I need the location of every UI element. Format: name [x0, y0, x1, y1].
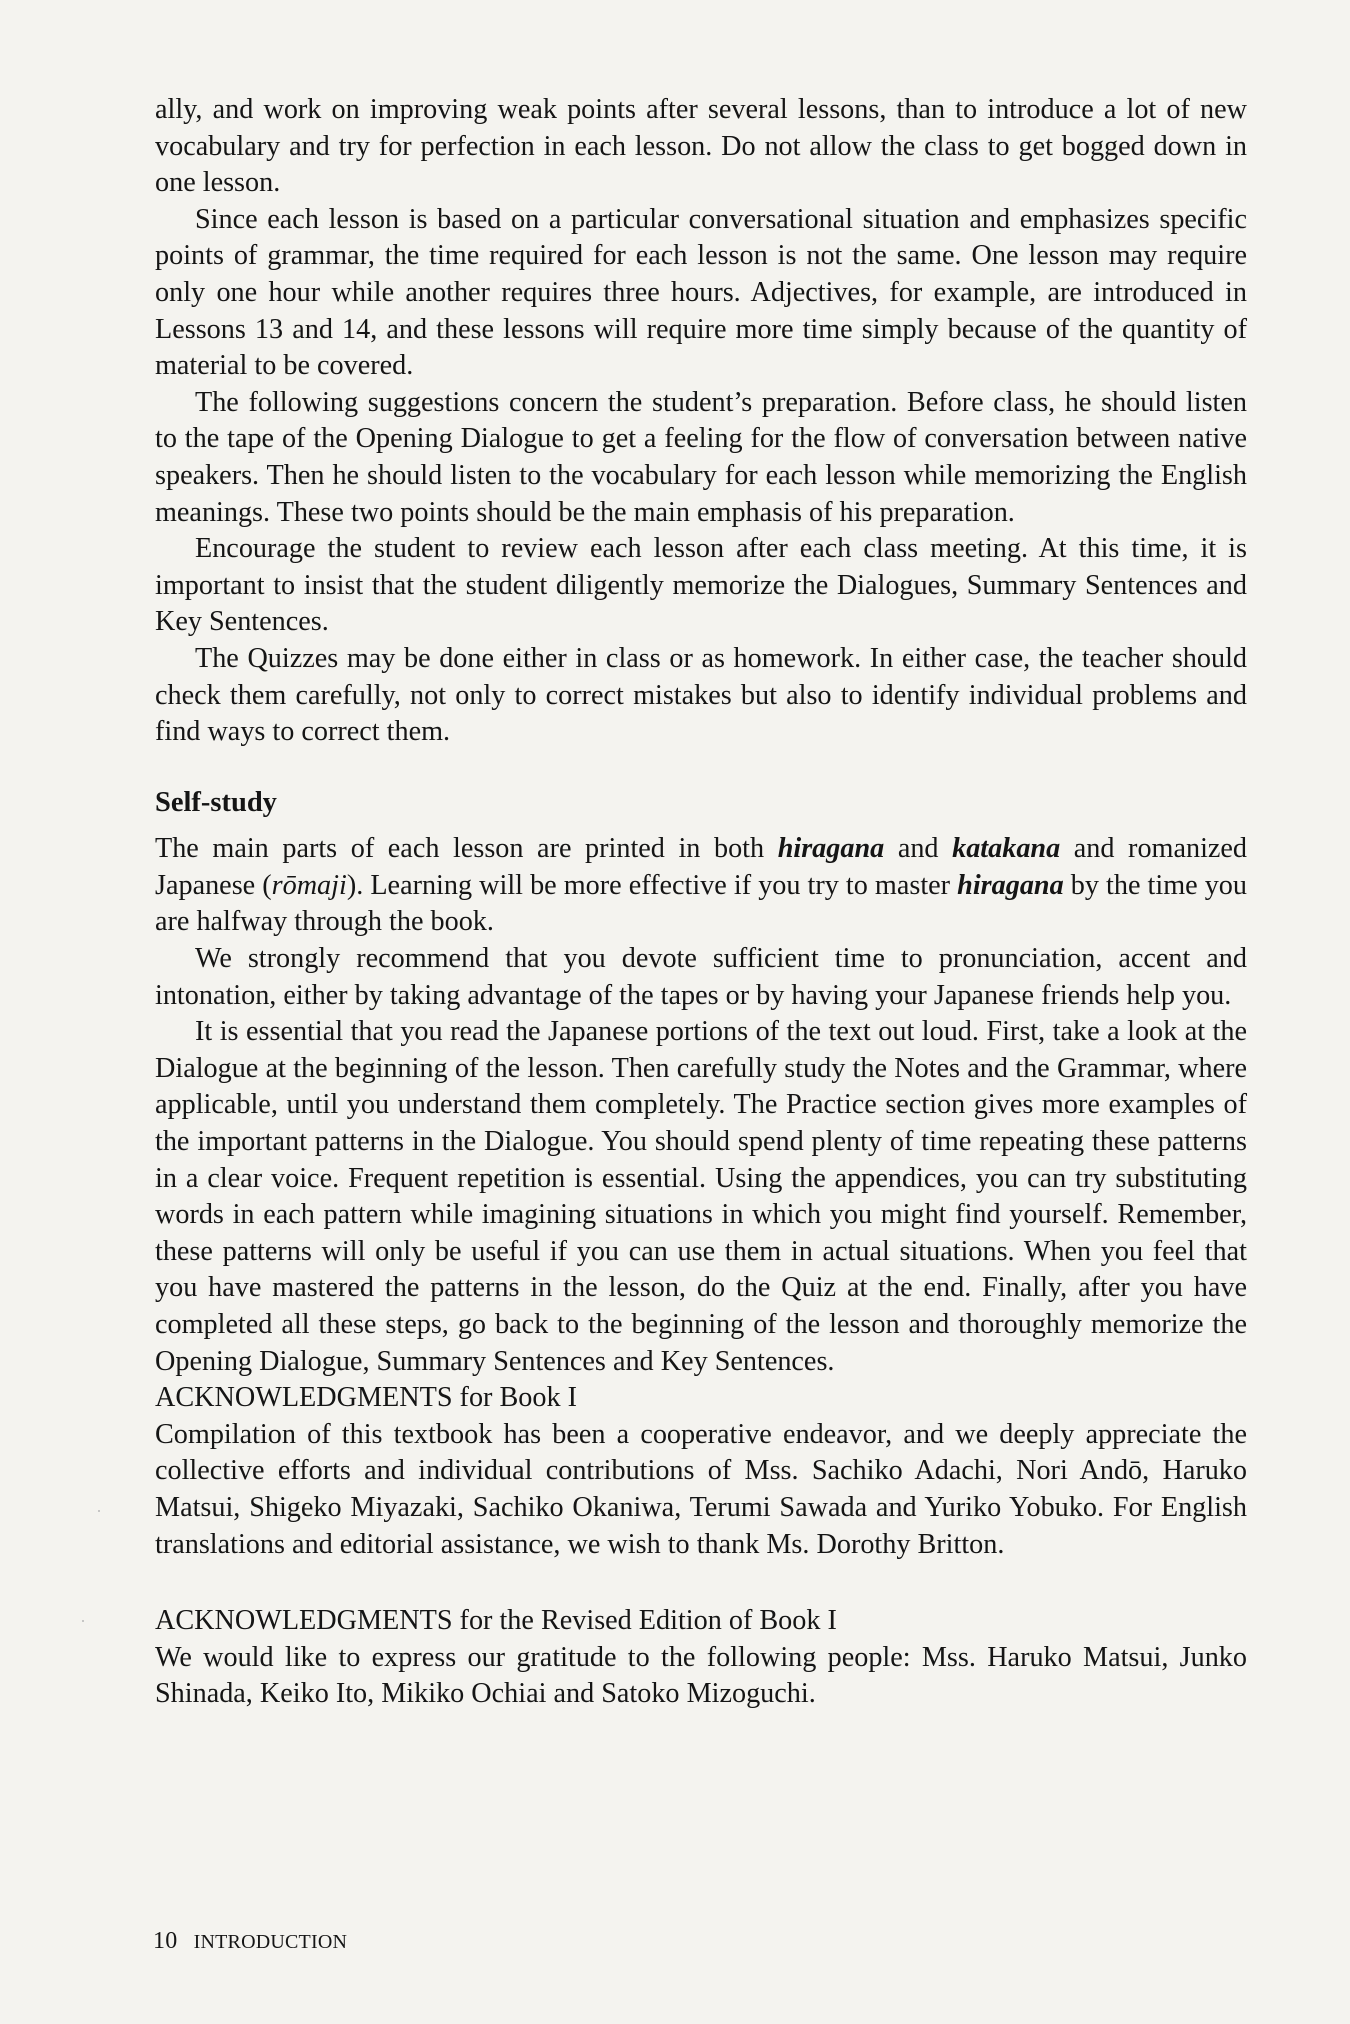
acknowledgments-heading-revised: ACKNOWLEDGMENTS for the Revised Edition of Book I [155, 1605, 837, 1637]
body-text [155, 92, 1247, 1713]
paragraph-self-study-intro: The main parts of each lesson are printed in both hiragana and katakana and romanized Japanese (rōmaji). Learning will be more effective if you try to master hiragana by the time you are halfway through the book. [155, 833, 1248, 938]
page-number: 10 [153, 1928, 178, 1954]
page-footer [153, 1928, 347, 1955]
self-study-heading: Self-study [155, 786, 277, 818]
scan-speck [82, 1620, 84, 1622]
paragraph-pronunciation: We strongly recommend that you devote sufficient time to pronunciation, accent and intonation, either by taking advantage of the tapes or by having your Japanese friends help you. [155, 943, 1247, 1011]
paragraph-student-preparation: The following suggestions concern the student’s preparation. Before class, he should listen to the tape of the Opening Dialogue to get a feeling for the flow of conversation between native speakers. Then he should listen to the vocabulary for each lesson while memorizing the English meanings. These two points should be the main emphasis of his preparation. [155, 386, 1247, 528]
acknowledgments-body-book1: Compilation of this textbook has been a cooperative endeavor, and we deeply appreciate the collective efforts and individual contributions of Mss. Sachiko Adachi, Nori Andō, Haruko Matsui, Shigeko Miyazaki, Sachiko Okaniwa, Terumi Sawada and Yuriko Yobuko. For English translations and editorial assistance, we wish to thank Ms. Dorothy Britton. [155, 1418, 1247, 1560]
scan-speck [98, 1510, 100, 1512]
paragraph-reading-aloud: It is essential that you read the Japanese portions of the text out loud. First, take a look at the Dialogue at the beginning of the lesson. Then carefully study the Notes and the Grammar, where applicable, until you understand them completely. The Practice section gives more examples of the important patterns in the Dialogue. You should spend plenty of time repeating these patterns in a clear voice. Frequent repetition is essential. Using the appendices, you can try substituting words in each pattern while imagining situations in which you might find yourself. Remember, these patterns will only be useful if you can use them in actual situations. When you feel that you have mastered the patterns in the lesson, do the Quiz at the end. Finally, after you have completed all these steps, go back to the beginning of the lesson and thoroughly memorize the Opening Dialogue, Summary Sentences and Key Sentences. [155, 1016, 1247, 1377]
paragraph-review: Encourage the student to review each lesson after each class meeting. At this time, it is important to insist that the student diligently memorize the Dialogues, Summary Sentences and Key Sentences. [155, 533, 1247, 638]
paragraph-quizzes: The Quizzes may be done either in class or as homework. In either case, the teacher should check them carefully, not only to correct mistakes but also to identify individual problems and find ways to correct them. [155, 642, 1247, 748]
acknowledgments-body-revised: We would like to express our gratitude to the following people: Mss. Haruko Matsui, Junko Shinada, Keiko Ito, Mikiko Ochiai and Satoko Mizoguchi. [155, 1641, 1247, 1710]
paragraph-lesson-timing: Since each lesson is based on a particular conversational situation and emphasizes specific points of grammar, the time required for each lesson is not the same. One lesson may require only one hour while another requires three hours. Adjectives, for example, are introduced in Lessons 13 and 14, and these lessons will require more time simply because of the quantity of material to be covered. [155, 203, 1247, 382]
acknowledgments-heading-book1: ACKNOWLEDGMENTS for Book I [155, 1382, 577, 1414]
paragraph-continuation: ally, and work on improving weak points after several lessons, than to introduce a lot of new vocabulary and try for perfection in each lesson. Do not allow the class to get bogged down in one lesson. [155, 94, 1247, 199]
running-head: INTRODUCTION [193, 1931, 348, 1953]
